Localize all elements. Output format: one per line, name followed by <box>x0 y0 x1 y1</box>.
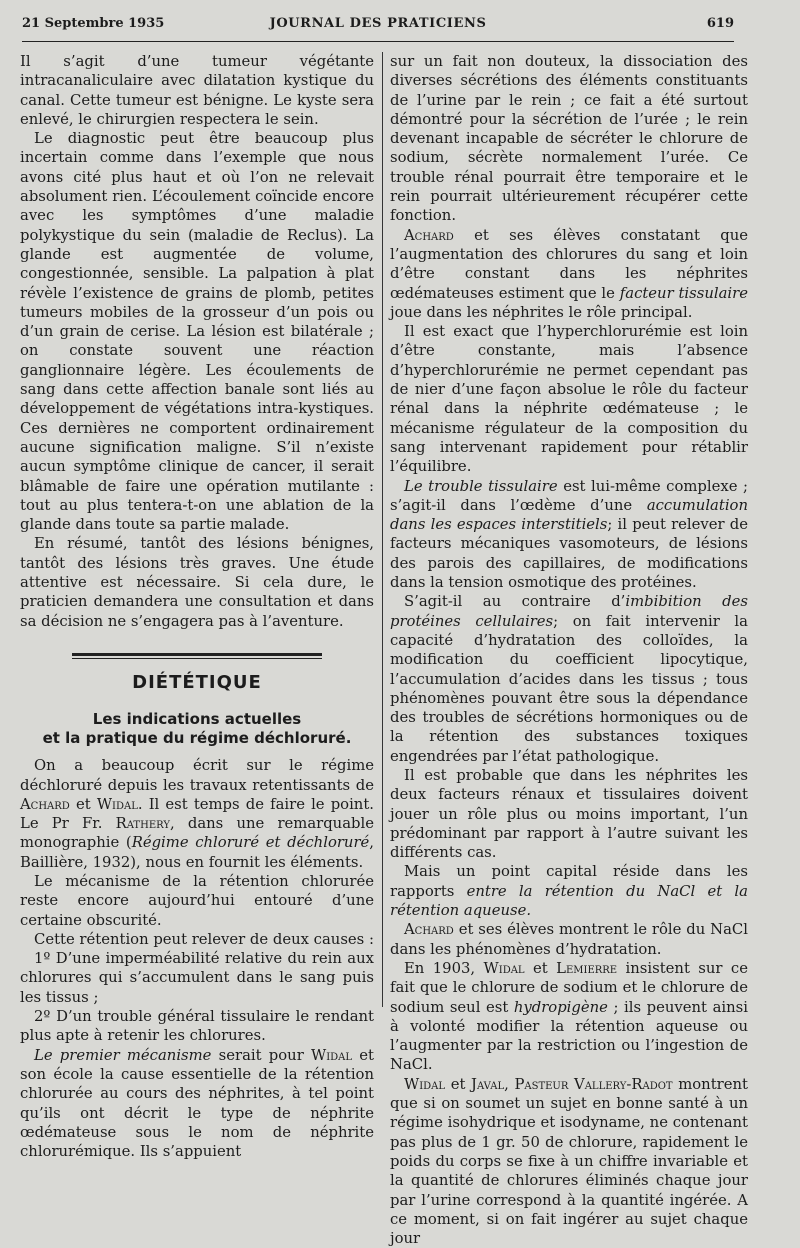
author-name: Achard <box>20 795 70 813</box>
text: , Baillière, 1932), nous en fournit les éléments. <box>20 834 375 871</box>
article-title-line-2: et la pratique du régime déchloruré. <box>42 729 352 748</box>
right-column <box>390 52 748 1248</box>
paragraph <box>20 1046 374 1162</box>
author-name: Pasteur Vallery-Radot <box>514 1075 673 1093</box>
text: joue dans les néphrites le rôle principal. <box>390 303 693 321</box>
author-name: Lemierre <box>556 959 618 977</box>
text: On a beaucoup écrit sur le régime déchloruré depuis les travaux retentissants de <box>20 757 374 794</box>
paragraph <box>20 756 374 872</box>
paragraph: Il est probable que dans les néphrites les deux facteurs rénaux et tissulaires doivent jouer un rôle plus ou moins important, l’un prédominant par rapport à l’autre suivant les différents cas. <box>390 766 748 862</box>
author-name: Javal <box>471 1075 505 1093</box>
paragraph <box>390 959 748 1075</box>
section-title: DIÉTÉTIQUE <box>132 671 262 693</box>
text: , dans une remarquable monographie ( <box>20 815 374 852</box>
text: et <box>533 959 548 977</box>
emphasis: Le premier mécanisme <box>34 1046 212 1064</box>
author-name: Rathery <box>115 815 170 833</box>
running-header <box>22 13 734 42</box>
emphasis: Le trouble tissulaire <box>404 477 558 495</box>
column-divider <box>382 52 383 1007</box>
text: . Il est temps de faire le point. Le Pr Fr. <box>20 795 374 833</box>
text: montrent que si on soumet un sujet en bonne santé à un régime isohydrique et isodyname, ne contenant pas plus de 1 gr. 50 de chlorure, rapidement le poids du corps se fixe à un chiffre invariable et la quantité de chlorures éliminés chaque jour par l’urine correspond à la quantité ingérée. A ce moment, si on fait ingérer au sujet chaque jour <box>390 1075 748 1248</box>
text: ; il peut relever de facteurs mécaniques vasomoteurs, de lésions des parois des capillaires, de modifications dans la tension osmotique des protéines. <box>390 516 748 592</box>
text: serait pour <box>218 1046 304 1064</box>
text: et <box>75 795 91 813</box>
text: est lui-même complexe ; s’agit-il dans l’œdème d’une <box>390 477 748 514</box>
paragraph <box>390 226 748 322</box>
author-name: Achard <box>404 921 454 939</box>
paragraph: Cette rétention peut relever de deux causes : <box>34 930 374 948</box>
author-name: Widal <box>311 1046 353 1064</box>
section-rule <box>72 653 322 659</box>
author-name: Widal <box>96 795 138 813</box>
text: et <box>450 1075 466 1093</box>
header-journal-title: JOURNAL DES PRATICIENS <box>269 16 487 31</box>
text: ; ils peuvent ainsi à volonté modifier la rétention aqueuse ou l’augmenter par la restriction ou l’ingestion de NaCl. <box>390 998 748 1074</box>
text: ; on fait intervenir la capacité d’hydratation des colloïdes, la modification du coefficient lipocytique, l’accumulation d’acides dans les tissus ; tous phénomènes pouvant être sous la dépendance des troubles de sécrétions hormoniques ou de la rétention des substances toxiques engendrées par l’état pathologique. <box>390 612 748 765</box>
author-name: Widal <box>404 1075 446 1093</box>
article-title <box>20 710 374 748</box>
paragraph: En résumé, tantôt des lésions bénignes, tantôt des lésions très graves. Une étude attentive est nécessaire. Si cela dure, le praticien demandera une consultation et dans sa décision ne s’engagera pas à l’aventure. <box>20 535 374 630</box>
article-title-line-1: Les indications actuelles <box>92 710 302 729</box>
text: et ses élèves montrent le rôle du NaCl dans les phénomènes d’hydratation. <box>390 921 748 958</box>
author-name: Achard <box>404 226 454 244</box>
emphasis: imbibition des protéines cellulaires <box>390 593 748 630</box>
emphasis: entre la rétention du NaCl et la rétention aqueuse. <box>390 882 748 920</box>
paragraph: 2º D’un trouble général tissulaire le rendant plus apte à retenir les chlorures. <box>20 1008 374 1045</box>
paragraph: Le mécanisme de la rétention chlorurée reste encore aujourd’hui entouré d’une certaine obscurité. <box>20 872 374 929</box>
paragraph <box>390 920 748 959</box>
text: Mais un point capital réside dans les rapports <box>390 863 748 900</box>
paragraph: sur un fait non douteux, la dissociation des diverses sécrétions des éléments constituants de l’urine par le rein ; ce fait a été surtout démontré pour la sécrétion de l’urée ; le rein devenant incapable de sécréter le chlorure de sodium, sécrète normalement l’urée. Ce trouble rénal pourrait être temporaire et le rein pourrait ultérieurement récupérer cette fonction. <box>390 53 748 225</box>
emphasis: accumulation dans les espaces interstitiels <box>390 496 748 534</box>
emphasis: hydropigène <box>513 998 608 1016</box>
left-column <box>20 52 375 1161</box>
paragraph: Il s’agit d’une tumeur végétante intracanaliculaire avec dilatation kystique du canal. Cette tumeur est bénigne. Le kyste sera enlevé, le chirurgien respectera le sein. <box>20 53 374 128</box>
paragraph: Le diagnostic peut être beaucoup plus incertain comme dans l’exemple que nous avons cité plus haut et où l’on ne relevait absolument rien. L’écoulement coïncide encore avec les symptômes d’une maladie polykystique du sein (maladie de Reclus). La glande est augmentée de volume, congestionnée, sensible. La palpation à plat révèle l’existence de grains de plomb, petites tumeurs mobiles de la grosseur d’un pois ou d’un grain de cerise. La lésion est bilatérale ; on constate souvent une réaction ganglionnaire légère. Les écoulements de sang dans cette affection banale sont liés au développement de végétations intra-kystiques. Ces dernières ne comportent ordinairement aucune signification maligne. S’il n’existe aucun symptôme clinique de cancer, il serait blâmable de faire une opération mutilante : tout au plus tentera-t-on une ablation de la glande dans toute sa partie malade. <box>20 130 374 534</box>
header-page-number: 619 <box>706 16 734 31</box>
paragraph <box>390 477 748 593</box>
text: et ses élèves constatant que l’augmentation des chlorures du sang et loin d’être constant dans les néphrites œdémateuses estiment que le <box>390 226 748 302</box>
paragraph: Widal et Javal, Pasteur Vallery-Radot montrent que si on soumet un sujet en bonne santé à un régime isohydrique et isodyname, ne contenant pas plus de 1 gr. 50 de chlorure, rapidement le poids du corps se fixe à un chiffre invariable et la quantité de chlorures éliminés chaque jour par l’urine correspond à la quantité ingérée. A ce moment, si on fait ingérer au sujet chaque jour <box>390 1075 748 1248</box>
paragraph: Il est exact que l’hyperchlorurémie est loin d’être constante, mais l’absence d’hyperchlorurémie ne permet cependant pas de nier d’une façon absolue le rôle du facteur rénal dans la néphrite œdémateuse ; le mécanisme régulateur de la composition du sang intervenant rapidement pour rétablir l’équilibre. <box>390 323 748 476</box>
author-name: Widal <box>483 959 525 977</box>
book-title: Régime chloruré et déchloruré <box>131 834 370 852</box>
emphasis: facteur tissulaire <box>619 284 748 302</box>
text: et son école la cause essentielle de la rétention chlorurée au cours des néphrites, à tel point qu’ils ont décrit le type de néphrite œdémateuse sous le nom de néphrite chlorurémique. Ils s’appuient <box>20 1046 374 1161</box>
text: En 1903, <box>404 959 476 977</box>
text: S’agit-il au contraire d’ <box>404 593 626 611</box>
paragraph <box>390 592 748 766</box>
text: insistent sur ce fait que le chlorure de sodium et le chlorure de sodium seul est <box>390 959 748 1016</box>
paragraph: 1º D’une imperméabilité relative du rein aux chlorures qui s’accumulent dans le sang puis les tissus ; <box>20 950 374 1006</box>
paragraph <box>390 862 748 920</box>
header-date: 21 Septembre 1935 <box>22 16 165 31</box>
